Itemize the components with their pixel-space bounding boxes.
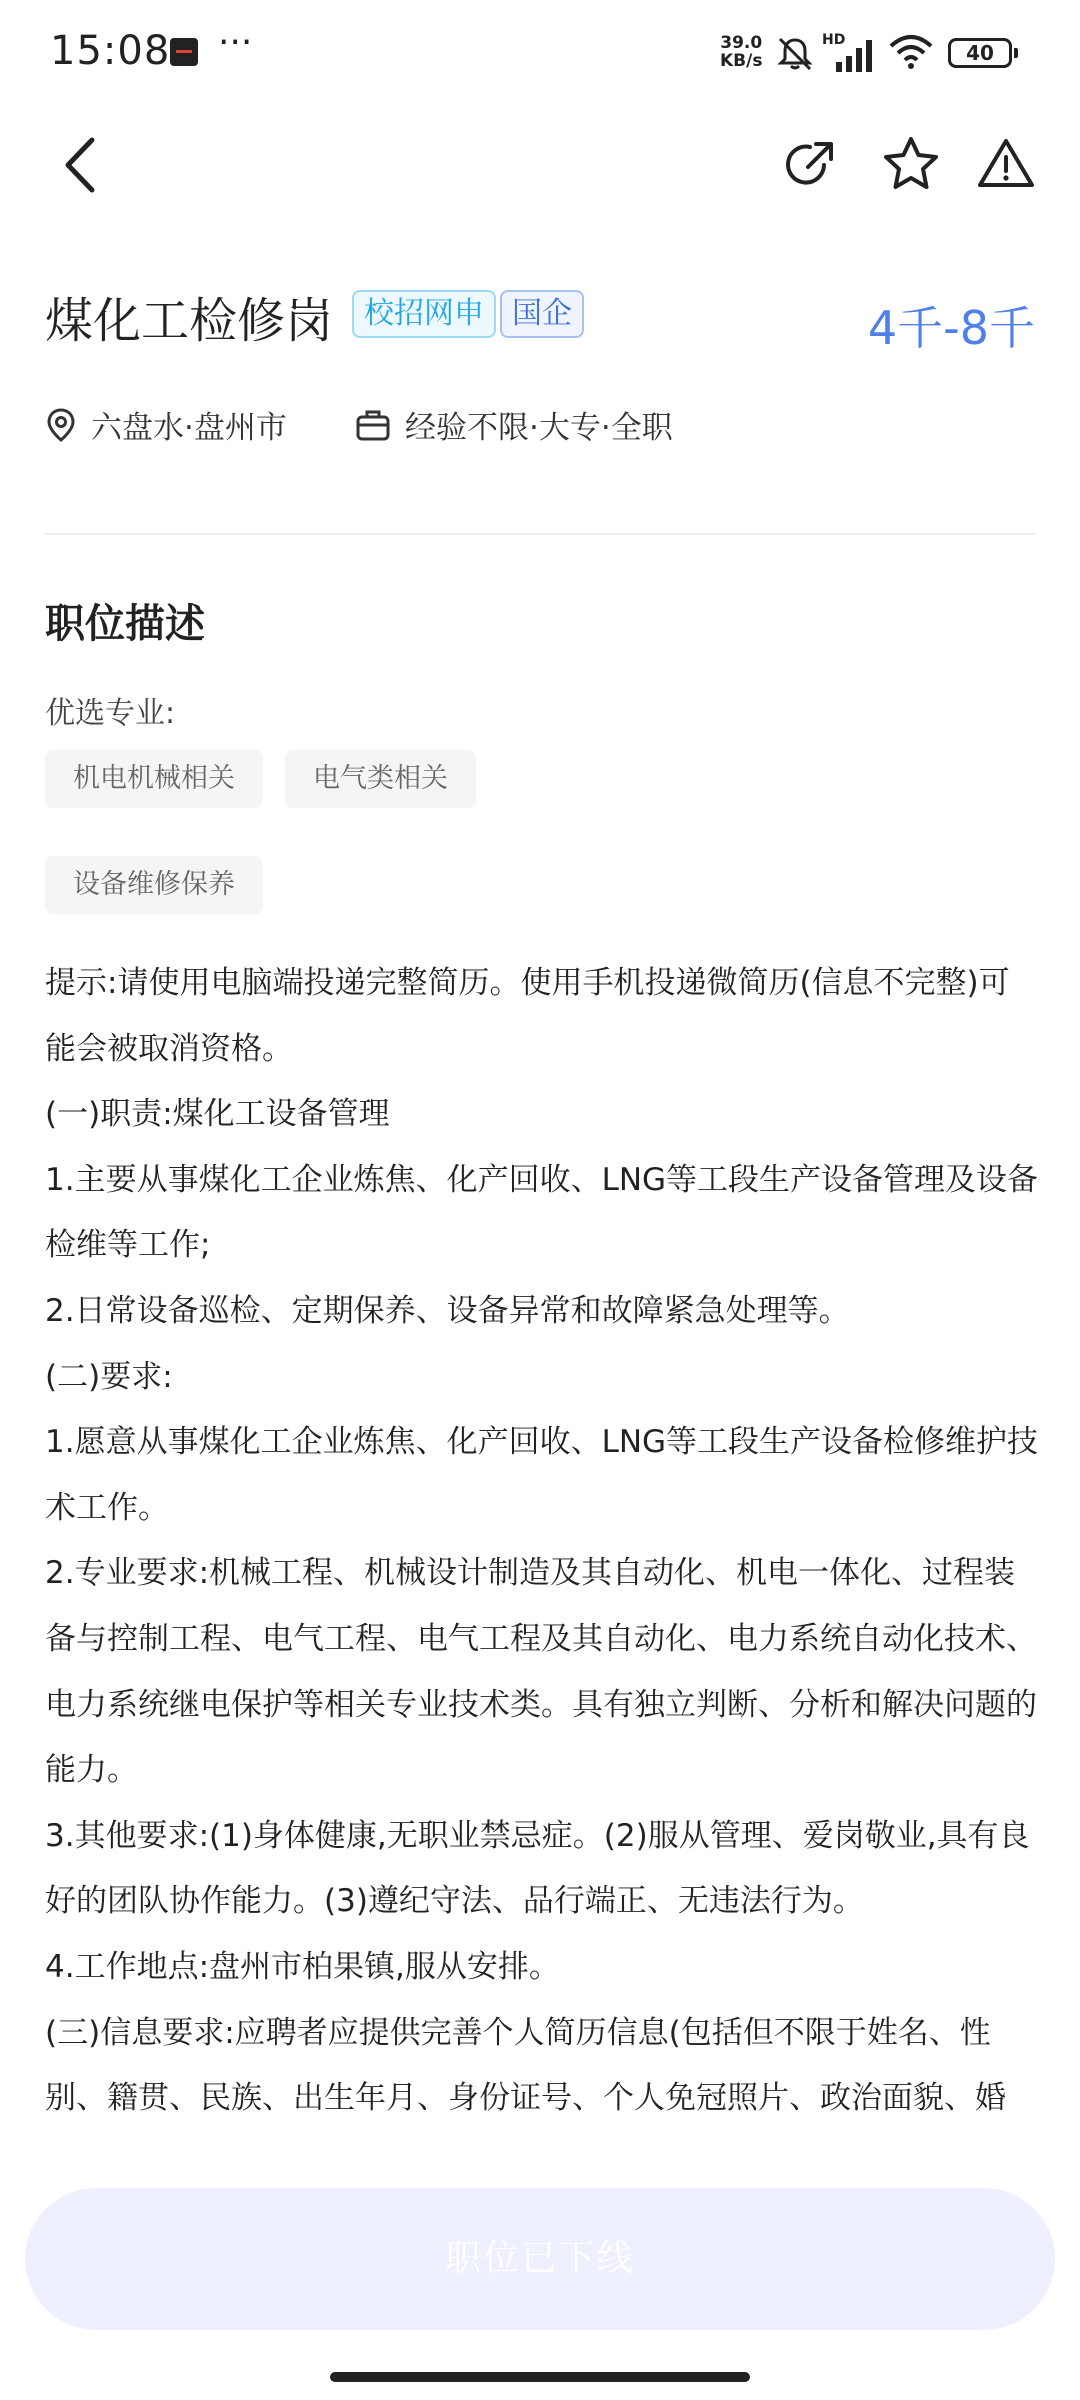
- job-requirements: [355, 402, 673, 447]
- job-location-text: 六盘水·盘州市: [91, 410, 287, 446]
- battery-indicator: 40: [948, 38, 1012, 68]
- description-paragraph: (一)职责:煤化工设备管理: [45, 1096, 390, 1133]
- description-paragraph: (二)要求:: [45, 1358, 173, 1395]
- more-notifications-icon: ···: [218, 22, 253, 63]
- home-indicator[interactable]: [330, 2372, 750, 2382]
- description-paragraph: 1.主要从事煤化工企业炼焦、化产回收、LNG等工段生产设备管理及设备检维等工作;: [45, 1161, 1039, 1264]
- salary: 4千-8千: [867, 301, 1035, 355]
- network-speed: [720, 34, 762, 70]
- share-icon[interactable]: [780, 135, 840, 195]
- job-requirements-text: 经验不限·大专·全职: [405, 410, 673, 446]
- description-paragraph: 4.工作地点:盘州市柏果镇,服从安排。: [45, 1948, 560, 1985]
- preferred-major-label: 优选专业:: [45, 696, 176, 731]
- description-paragraph: 1.愿意从事煤化工企业炼焦、化产回收、LNG等工段生产设备检修维护技术工作。: [45, 1424, 1039, 1526]
- job-description: [45, 951, 1040, 2132]
- mute-icon: [775, 34, 815, 74]
- tag-campus-recruit: 校招网申: [352, 290, 496, 338]
- location-pin-icon: [45, 407, 77, 443]
- section-title: 职位描述: [45, 601, 205, 647]
- tag-state-owned: 国企: [500, 290, 584, 338]
- job-offline-button: 职位已下线: [25, 2188, 1055, 2330]
- description-paragraph: 3.其他要求:(1)身体健康,无职业禁忌症。(2)服从管理、爱岗敬业,具有良好的团队协作能力。(3)遵纪守法、品行端正、无违法行为。: [45, 1817, 1030, 1920]
- description-paragraph: 2.日常设备巡检、定期保养、设备异常和故障紧急处理等。: [45, 1292, 850, 1329]
- app-notification-icon: [170, 38, 198, 66]
- major-chip: 设备维修保养: [45, 856, 263, 914]
- description-paragraph: 2.专业要求:机械工程、机械设计制造及其自动化、机电一体化、过程装备与控制工程、电气工程、电气工程及其自动化、电力系统自动化技术、电力系统继电保护等相关专业技术类。具有独立判断、分析和解决问题的能力。: [45, 1555, 1037, 1789]
- description-paragraph: 提示:请使用电脑端投递完整简历。使用手机投递微简历(信息不完整)可能会被取消资格。: [45, 965, 1010, 1067]
- job-location: [45, 402, 287, 447]
- signal-icon: [822, 30, 878, 74]
- star-icon[interactable]: [880, 133, 942, 195]
- network-speed-unit: KB/s: [720, 51, 763, 71]
- job-title: 煤化工检修岗: [45, 293, 334, 349]
- status-bar: [0, 0, 1080, 110]
- description-paragraph: (三)信息要求:应聘者应提供完善个人简历信息(包括但不限于姓名、性别、籍贯、民族、出生年月、身份证号、个人免冠照片、政治面貌、婚: [45, 2014, 1006, 2117]
- status-time: 15:08: [50, 28, 171, 74]
- briefcase-icon: [355, 408, 391, 442]
- network-speed-value: 39.0: [720, 33, 763, 53]
- back-icon[interactable]: [50, 130, 110, 200]
- warning-icon[interactable]: [975, 133, 1037, 195]
- major-chip: 电气类相关: [285, 750, 476, 808]
- signal-hd-label: HD: [822, 32, 846, 48]
- divider: [45, 533, 1035, 535]
- wifi-icon: [888, 34, 934, 70]
- major-chip: 机电机械相关: [45, 750, 263, 808]
